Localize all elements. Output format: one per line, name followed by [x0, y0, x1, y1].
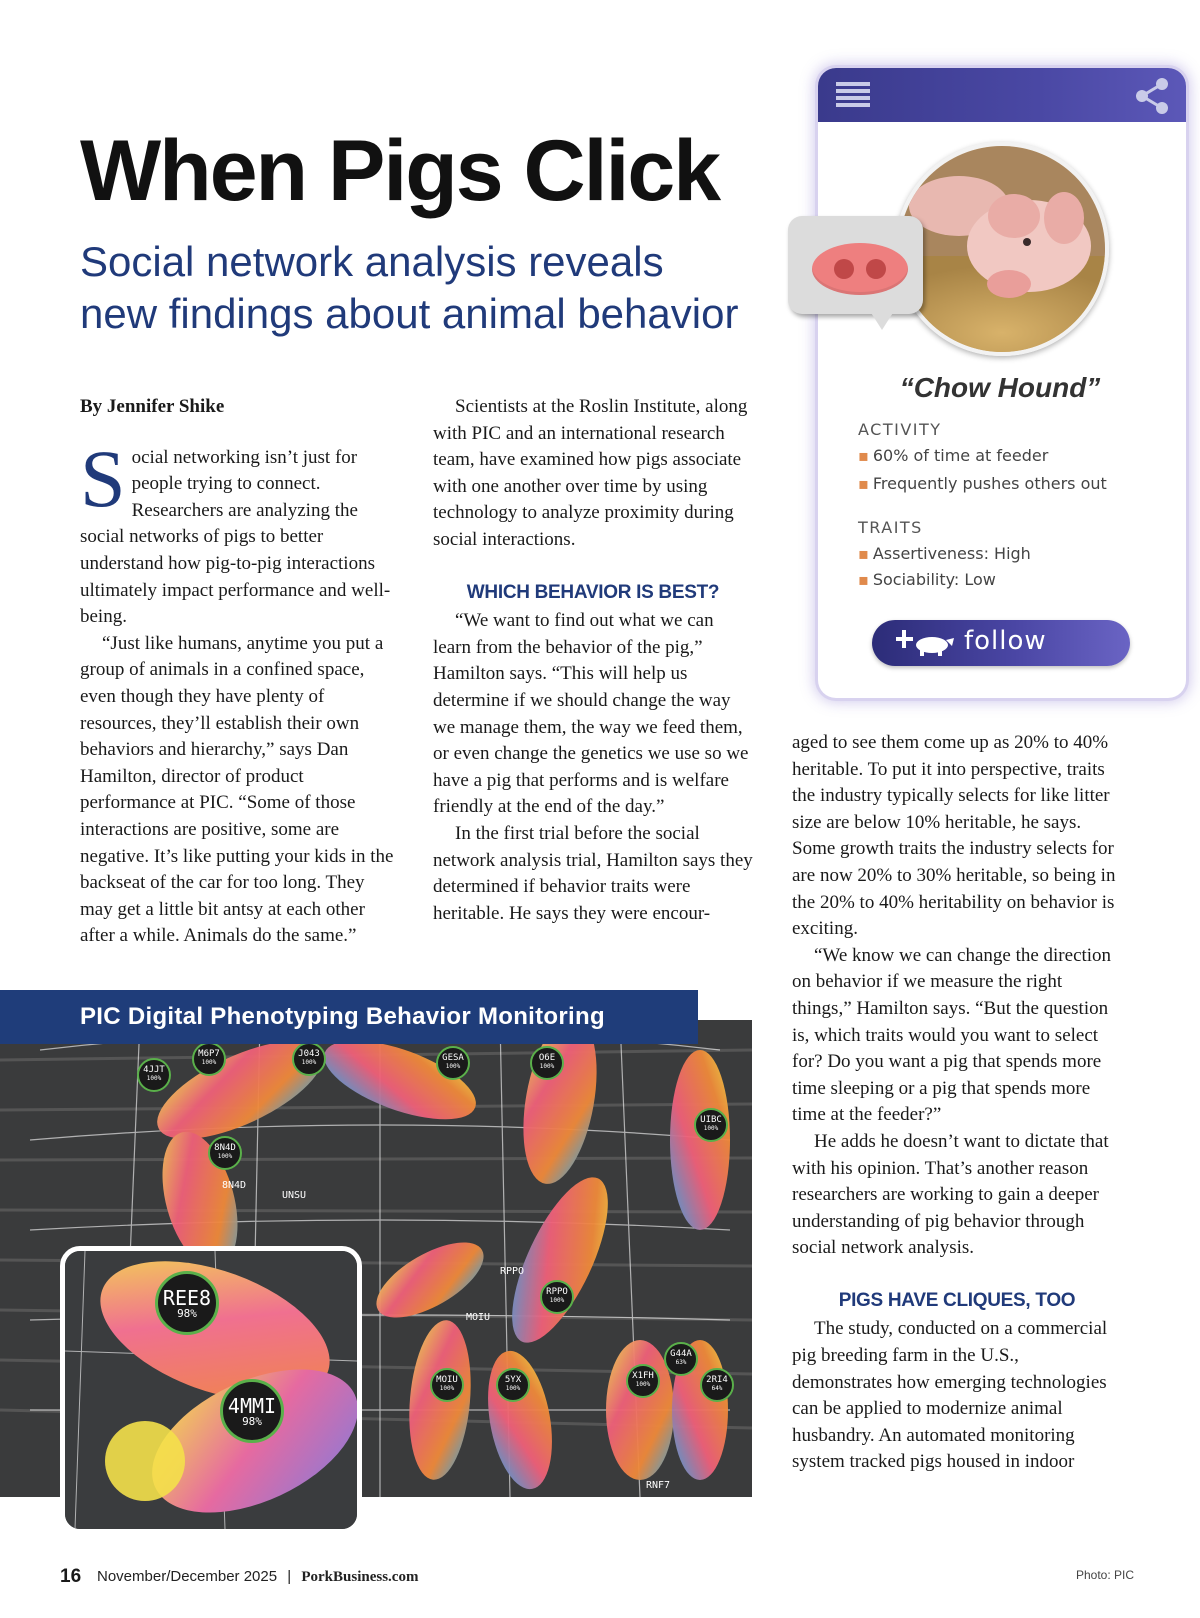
- pig-tag: 2RI4 64%: [700, 1368, 734, 1402]
- pig-tag: RPPO 100%: [540, 1280, 574, 1314]
- pig-tag: O6E 100%: [530, 1046, 564, 1080]
- paragraph: Scientists at the Roslin Institute, along with PIC and an international research team, have examined how pigs associate with one another over time by using technology to analyze proximity during social interactions.: [433, 396, 748, 550]
- pig-tag: X1FH 100%: [626, 1364, 660, 1398]
- share-icon[interactable]: [1132, 76, 1172, 116]
- text-column-2: [433, 394, 753, 927]
- pig-tag: J043 100%: [292, 1042, 326, 1076]
- section-heading: WHICH BEHAVIOR IS BEST?: [466, 581, 720, 603]
- traits-label: TRAITS: [858, 518, 923, 537]
- speech-bubble-tail: [868, 308, 896, 330]
- paragraph: “We want to find out what we can learn from the behavior of the pig,” Hamilton says. “This will help us determine if we should change the way we manage them, the way we feed them, or even change the genetics we use so we have a pig that performs and is welfare friendly at the end of the day.”: [433, 610, 749, 818]
- trait-item: ▪ Sociability: Low: [858, 570, 996, 589]
- pig-tag: REE8 98%: [155, 1271, 219, 1335]
- pig-tag: UIBC 100%: [694, 1108, 728, 1142]
- menu-icon[interactable]: [836, 82, 870, 108]
- follow-label: follow: [964, 626, 1047, 656]
- add-pig-icon: [896, 628, 956, 658]
- floor-label: MOIU: [466, 1312, 491, 1323]
- pig-tag: MOIU 100%: [430, 1368, 464, 1402]
- paragraph: He adds he doesn’t want to dictate that with his opinion. That’s another reason researchers are working to gain a deeper understanding of pig behavior through social network analysis.: [792, 1130, 1109, 1259]
- pig-photo: [895, 142, 1109, 356]
- photo-credit: Photo: PIC: [1075, 1568, 1134, 1582]
- activity-item: ▪ Frequently pushes others out: [858, 474, 1107, 493]
- text-column-1: [80, 394, 400, 950]
- pig-tag: 5YX 100%: [496, 1368, 530, 1402]
- pig-tag: 4JJT 100%: [137, 1058, 171, 1092]
- pig-tag: 8N4D 100%: [208, 1136, 242, 1170]
- article-title: When Pigs Click: [80, 123, 720, 219]
- section-heading: PIGS HAVE CLIQUES, TOO: [838, 1289, 1076, 1311]
- footer-website[interactable]: PorkBusiness.com: [301, 1569, 419, 1585]
- floor-label: UNSU: [282, 1190, 307, 1201]
- pig-tag: 4MMI 98%: [220, 1379, 284, 1443]
- paragraph: aged to see them come up as 20% to 40% heritable. To put it into perspective, traits the industry typically selects for like litter size are below 10% heritable, he says. Some growth traits the industry selects for are now 20% to 30% heritable, so being in the 20% to 40% heritability on behavior is exciting.: [792, 732, 1116, 940]
- trait-item: ▪ Assertiveness: High: [858, 544, 1031, 563]
- snout-icon: [812, 243, 908, 295]
- pig-tag: GESA 100%: [436, 1046, 470, 1080]
- paragraph: “Just like humans, anytime you put a group of animals in a confined space, even though they have plenty of resources, they’ll establish their own behaviors and hierarchy,” says Dan Hamilton, director of product performance at PIC. “Some of those interactions are positive, some are negative. It’s like putting your kids in the backseat of the car for too long. They may get a little bit antsy at each other after a while. Animals do the same.”: [80, 632, 394, 947]
- monitoring-inset: [60, 1246, 362, 1534]
- monitoring-title-bar: PIC Digital Phenotyping Behavior Monitoring: [0, 990, 698, 1044]
- floor-label: RPPO: [500, 1266, 525, 1277]
- floor-label: 8N4D: [222, 1180, 247, 1191]
- page-number: 16: [60, 1566, 82, 1587]
- text-column-3: [792, 730, 1122, 1476]
- card-header-bar: [818, 68, 1186, 122]
- drop-cap: S: [80, 432, 126, 524]
- paragraph: In the first trial before the social network analysis trial, Hamilton says they determined if behavior traits were heritable. He says they were encour-: [433, 822, 753, 924]
- footer-info: November/December 2025 | PorkBusiness.com: [97, 1568, 419, 1585]
- activity-label: ACTIVITY: [858, 420, 942, 439]
- paragraph: The study, conducted on a commercial pig breeding farm in the U.S., demonstrates how emerging technologies can be applied to modernize animal husbandry. An automated monitoring system tracked pigs housed in indoor: [792, 1318, 1108, 1473]
- pig-nickname: “Chow Hound”: [899, 372, 1101, 403]
- floor-label: RNF7: [646, 1480, 671, 1491]
- paragraph: “We know we can change the direction on behavior if we measure the right things,” Hamilton says. “But the question is, which traits would you want to select for? Do you want a pig that spends more time sleeping or a pig that spends more time at the feeder?”: [792, 944, 1112, 1126]
- pig-tag: M6P7 100%: [192, 1042, 226, 1076]
- activity-item: ▪ 60% of time at feeder: [858, 446, 1049, 465]
- byline: By Jennifer Shike: [80, 396, 225, 417]
- follow-button[interactable]: [872, 620, 1130, 666]
- paragraph: Social networking isn’t just for people trying to connect. Researchers are analyzing the social networks of pigs to better understand how pig-to-pig interactions ultimately impact performance and well-being.: [80, 432, 391, 628]
- pig-tag: G44A 63%: [664, 1342, 698, 1376]
- article-subtitle: Social network analysis reveals new findings about animal behavior: [80, 238, 739, 337]
